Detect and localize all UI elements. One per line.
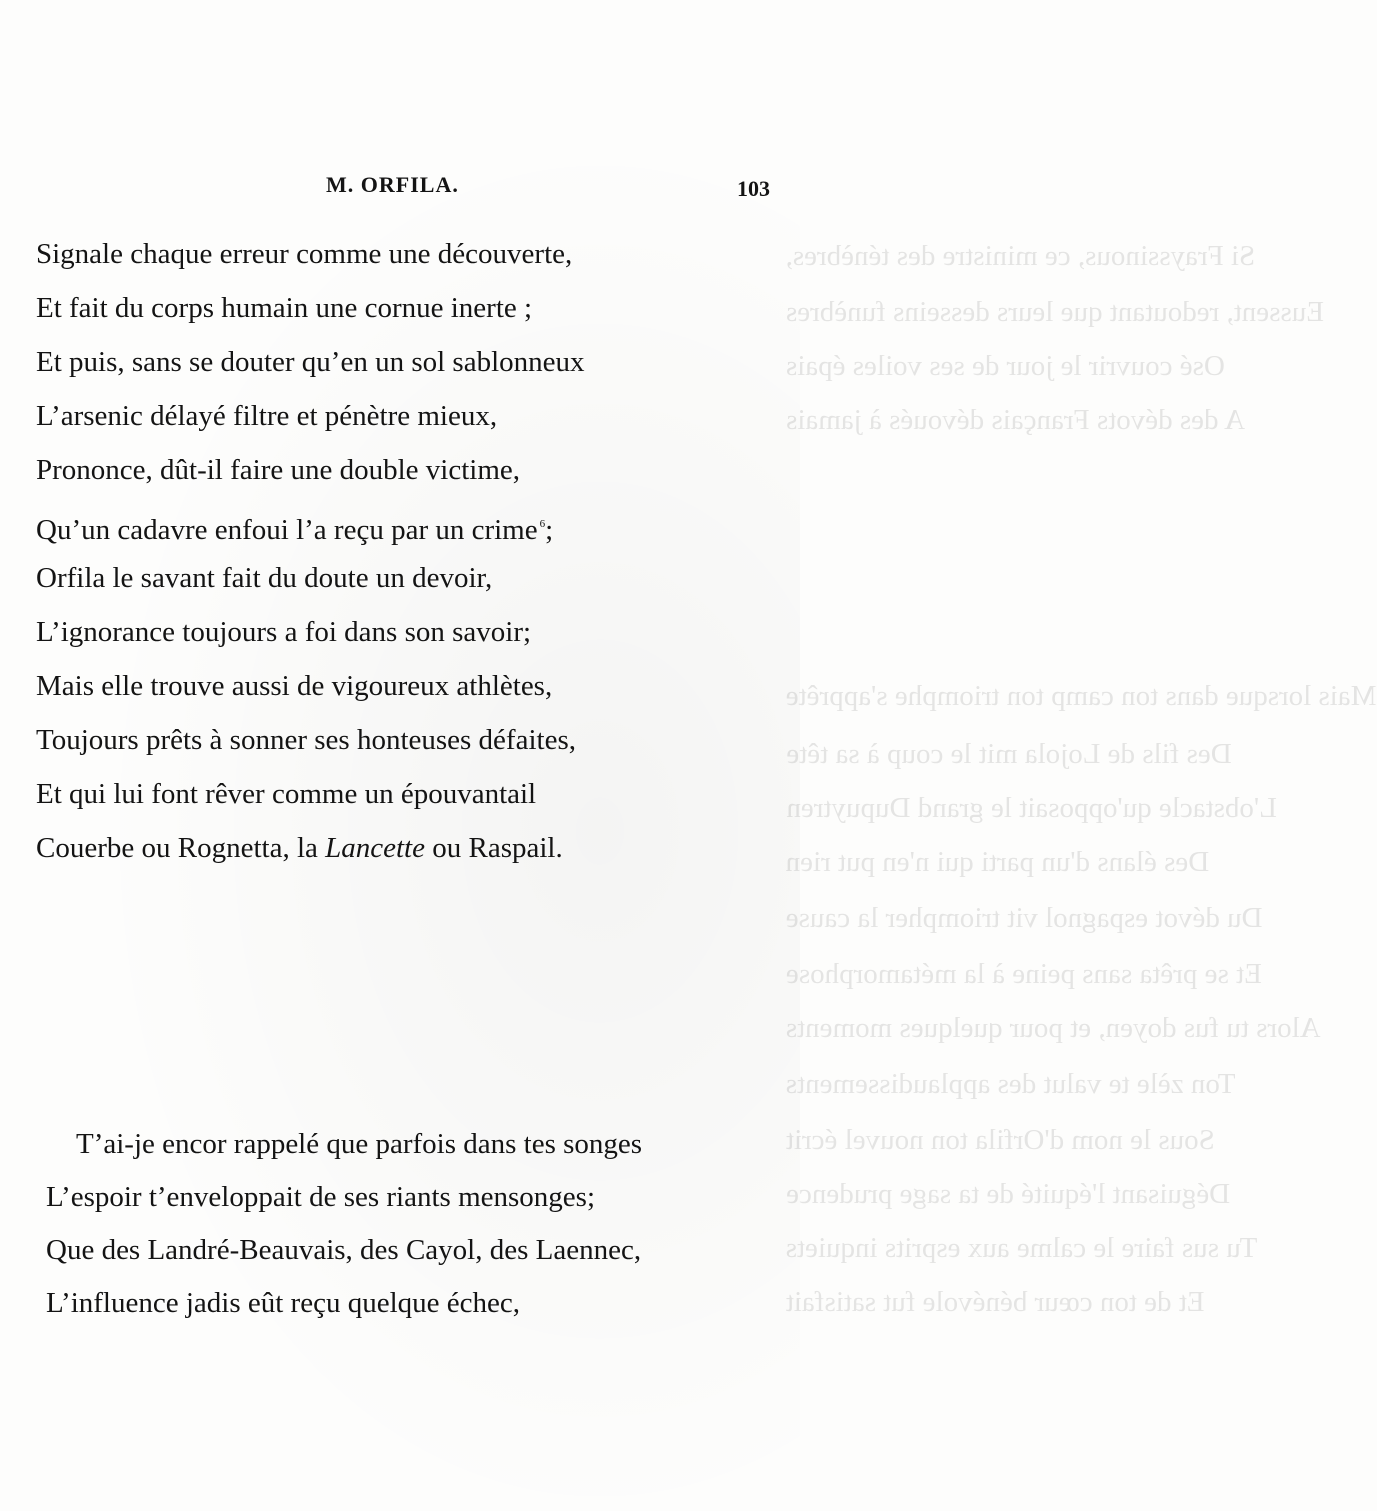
verse-line: L’arsenic délayé filtre et pénètre mieux, bbox=[36, 400, 498, 432]
verse-line: Couerbe ou Rognetta, la Lancette ou Raspail. bbox=[36, 832, 563, 864]
stanza-2 bbox=[46, 1124, 642, 1336]
verse-line: Toujours prêts à sonner ses honteuses défaites, bbox=[36, 724, 576, 756]
show-through-bleed: Si Frayssinous, ce ministre des ténèbres, Eussent, redoutant que leurs desseins funèbres Osé couvrir le jour de ses voiles épais A des dévots Français dévoués à jamais Mais lorsque dans ton camp ton triomphe s'apprête Des fils de Lojola mit le coup à sa tête L'obstacle qu'opposait le grand Dupuytren Des élans d'un parti qui n'en put rien Du dévot espagnol vit triompher la cause Et se prêta sans peine à la métamorphose Alors tu fus doyen, et pour quelques moments Ton zèle te valut des applaudissements Sous le nom d'Orfila ton nouvel écrit Déguisant l'équité de ta sage prudence Tu sus faire le calme aux esprits inquiets Et de ton cœur bénévole fut satisfait bbox=[786, 240, 1377, 1318]
stanza-1 bbox=[36, 234, 585, 882]
verse-line: Et fait du corps humain une cornue inerte ; bbox=[36, 292, 533, 324]
verse-line: Qu’un cadavre enfoui l’a reçu par un crime $^6$; bbox=[36, 514, 554, 546]
italic-title: Lancette bbox=[325, 832, 425, 864]
verse-line: Et puis, sans se douter qu’en un sol sablonneux bbox=[36, 346, 585, 378]
running-head: M. ORFILA. bbox=[326, 172, 459, 197]
verse-line: Orfila le savant fait du doute un devoir, bbox=[36, 562, 493, 594]
verse-line: Prononce, dût-il faire une double victime, bbox=[36, 454, 520, 486]
footnote-marker[interactable]: 6 bbox=[539, 518, 546, 530]
verse-line: L’espoir t’enveloppait de ses riants mensonges; bbox=[46, 1181, 596, 1213]
verse-line: Mais elle trouve aussi de vigoureux athlètes, bbox=[36, 670, 553, 702]
verse-line: L’influence jadis eût reçu quelque échec, bbox=[46, 1287, 520, 1319]
verse-line: Que des Landré-Beauvais, des Cayol, des Laennec, bbox=[46, 1234, 642, 1266]
verse-line: Signale chaque erreur comme une découverte, bbox=[36, 238, 573, 270]
verse-line: Et qui lui font rêver comme un épouvantail bbox=[36, 778, 537, 810]
verse-line: L’ignorance toujours a foi dans son savoir; bbox=[36, 616, 532, 648]
page-header bbox=[0, 172, 800, 212]
page-number: 103 bbox=[737, 176, 770, 201]
verse-line: T’ai-je encor rappelé que parfois dans tes songes bbox=[76, 1128, 643, 1160]
